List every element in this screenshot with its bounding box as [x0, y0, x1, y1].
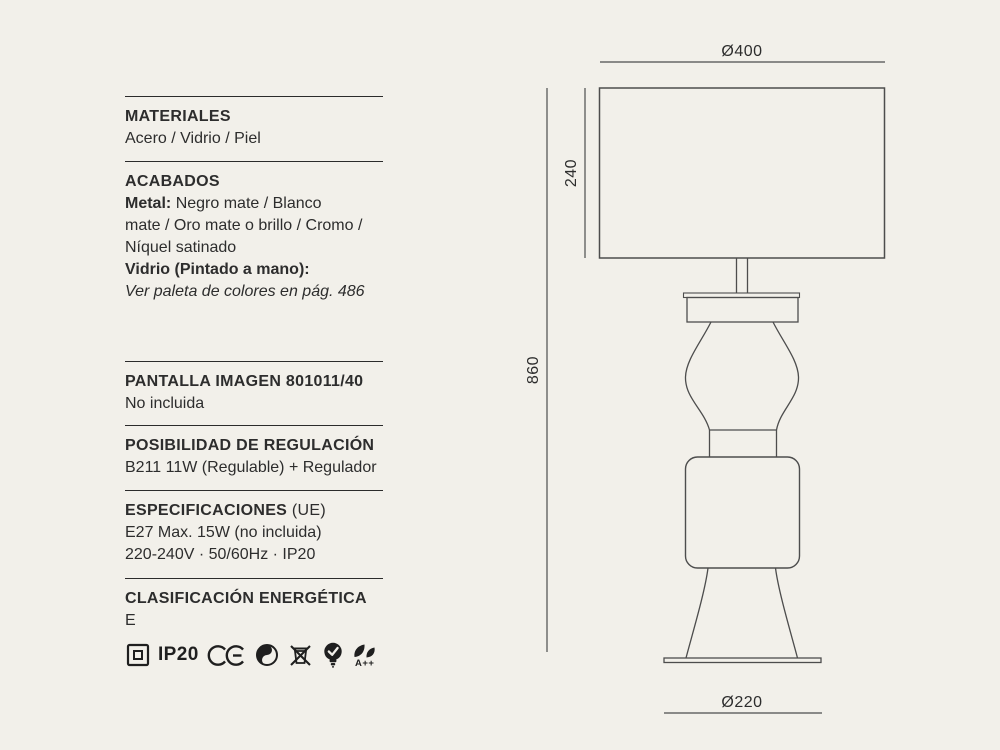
certification-icons-row [126, 637, 378, 673]
specs-line-1: E27 Max. 15W (no incluida) [125, 524, 322, 541]
section-title [125, 500, 383, 522]
section-body: No incluida [125, 395, 205, 412]
lamp-cap-body [687, 298, 798, 323]
energy-class-badge: A++ [354, 657, 375, 669]
lamp-cap-lip [684, 293, 800, 298]
recyclable-green-dot-icon [255, 643, 279, 667]
dim-shade-diameter-label: Ø400 [721, 43, 763, 60]
finish-metal-line-3: Níquel satinado [125, 239, 237, 256]
lamp-stem [737, 258, 748, 293]
lamp-drum-body [686, 457, 800, 568]
finish-metal-line-1 [125, 193, 383, 215]
metal-value: Negro mate / Blanco [175, 195, 322, 212]
lamp-neck [710, 430, 777, 457]
section-acabados [125, 161, 383, 303]
energy-leaves-icon [352, 642, 378, 669]
section-title: ACABADOS [125, 173, 220, 190]
dim-total-height-label: 860 [525, 355, 542, 385]
class-ii-insulation-icon [126, 643, 150, 667]
ce-mark-icon [207, 643, 247, 668]
section-title: CLASIFICACIÓN ENERGÉTICA [125, 590, 367, 607]
energy-class-value: E [125, 612, 136, 629]
glass-note: Ver paleta de colores en pág. 486 [125, 283, 365, 300]
lamp-baluster-right [773, 322, 799, 430]
section-pantalla [125, 361, 383, 415]
section-title: POSIBILIDAD DE REGULACIÓN [125, 437, 375, 454]
bulb-check-icon [322, 641, 344, 669]
metal-label: Metal: [125, 195, 172, 212]
weee-crossed-bin-icon [287, 642, 314, 669]
glass-label: Vidrio (Pintado a mano): [125, 261, 310, 278]
specs-title-suffix: (UE) [291, 502, 327, 519]
section-title: MATERIALES [125, 108, 231, 125]
section-body: Acero / Vidrio / Piel [125, 130, 261, 147]
lamp-baluster-left [685, 322, 711, 430]
section-materiales [125, 96, 383, 150]
lamp-foot-left [686, 568, 708, 658]
dim-shade-height-label: 240 [563, 158, 580, 188]
specs-title-bold: ESPECIFICACIONES [125, 502, 288, 519]
section-especificaciones [125, 490, 383, 566]
lamp-technical-drawing [520, 30, 900, 730]
ip-rating-label: IP20 [158, 644, 199, 665]
section-clasificacion [125, 578, 383, 632]
finish-metal-line-2: mate / Oro mate o brillo / Cromo / [125, 217, 363, 234]
section-regulacion [125, 425, 383, 479]
section-title: PANTALLA IMAGEN 801011/40 [125, 373, 364, 390]
lamp-base-plate [664, 658, 821, 663]
lamp-shade-outline [600, 88, 885, 258]
dim-base-diameter-label: Ø220 [721, 694, 763, 711]
lamp-foot-right [776, 568, 798, 658]
section-body: B211 11W (Regulable) + Regulador [125, 459, 377, 476]
specs-line-2: 220-240V · 50/60Hz · IP20 [125, 546, 316, 563]
